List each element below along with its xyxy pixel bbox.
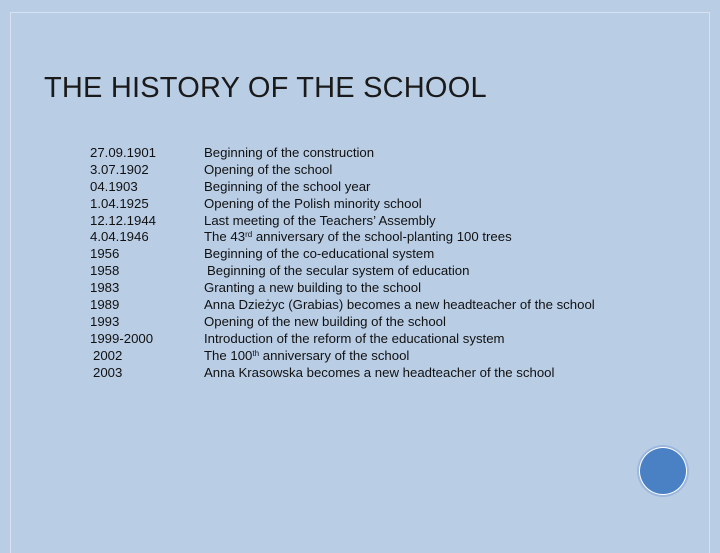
date-item: 12.12.1944 — [90, 212, 157, 228]
event-text: The 100 — [204, 347, 253, 363]
date-list — [90, 145, 156, 381]
event-item — [204, 348, 595, 365]
ordinal-suffix: th — [252, 348, 260, 358]
date-item: 4.04.1946 — [90, 229, 149, 245]
event-item: Beginning of the secular system of education — [207, 263, 470, 279]
date-item: 1956 — [90, 246, 120, 262]
date-item: 27.09.1901 — [90, 145, 157, 160]
event-item: Opening of the new building of the school — [204, 313, 446, 329]
event-item: Last meeting of the Teachers’ Assembly — [204, 212, 436, 228]
event-text: anniversary of the school — [259, 347, 410, 363]
event-item — [204, 229, 595, 246]
date-item: 1958 — [90, 263, 120, 279]
event-item: Opening of the Polish minority school — [204, 195, 422, 211]
date-item: 2003 — [93, 364, 123, 380]
date-item: 1.04.1925 — [90, 195, 149, 211]
date-item: 1989 — [90, 297, 120, 313]
page-title: THE HISTORY OF THE SCHOOL — [44, 72, 487, 104]
event-item: Anna Krasowska becomes a new headteacher of the school — [204, 364, 555, 380]
date-item: 2002 — [93, 347, 123, 363]
event-item: Opening of the school — [204, 161, 333, 177]
event-text: The 43 — [204, 229, 246, 245]
date-item: 04.1903 — [90, 178, 138, 194]
date-item: 1983 — [90, 280, 120, 296]
event-item: Beginning of the co-educational system — [204, 246, 435, 262]
event-item: Granting a new building to the school — [204, 280, 422, 296]
decorative-circle — [640, 448, 686, 494]
event-item: Beginning of the construction — [204, 145, 375, 160]
event-item: Introduction of the reform of the educational system — [204, 330, 505, 346]
date-item: 1999-2000 — [90, 330, 154, 346]
event-text: anniversary of the school-planting 100 trees — [252, 229, 512, 245]
event-list — [204, 145, 595, 381]
date-item: 1993 — [90, 313, 120, 329]
ordinal-suffix: rd — [245, 230, 253, 240]
event-item: Anna Dzieżyc (Grabias) becomes a new headteacher of the school — [204, 297, 595, 313]
event-item: Beginning of the school year — [204, 178, 371, 194]
date-item: 3.07.1902 — [90, 161, 149, 177]
